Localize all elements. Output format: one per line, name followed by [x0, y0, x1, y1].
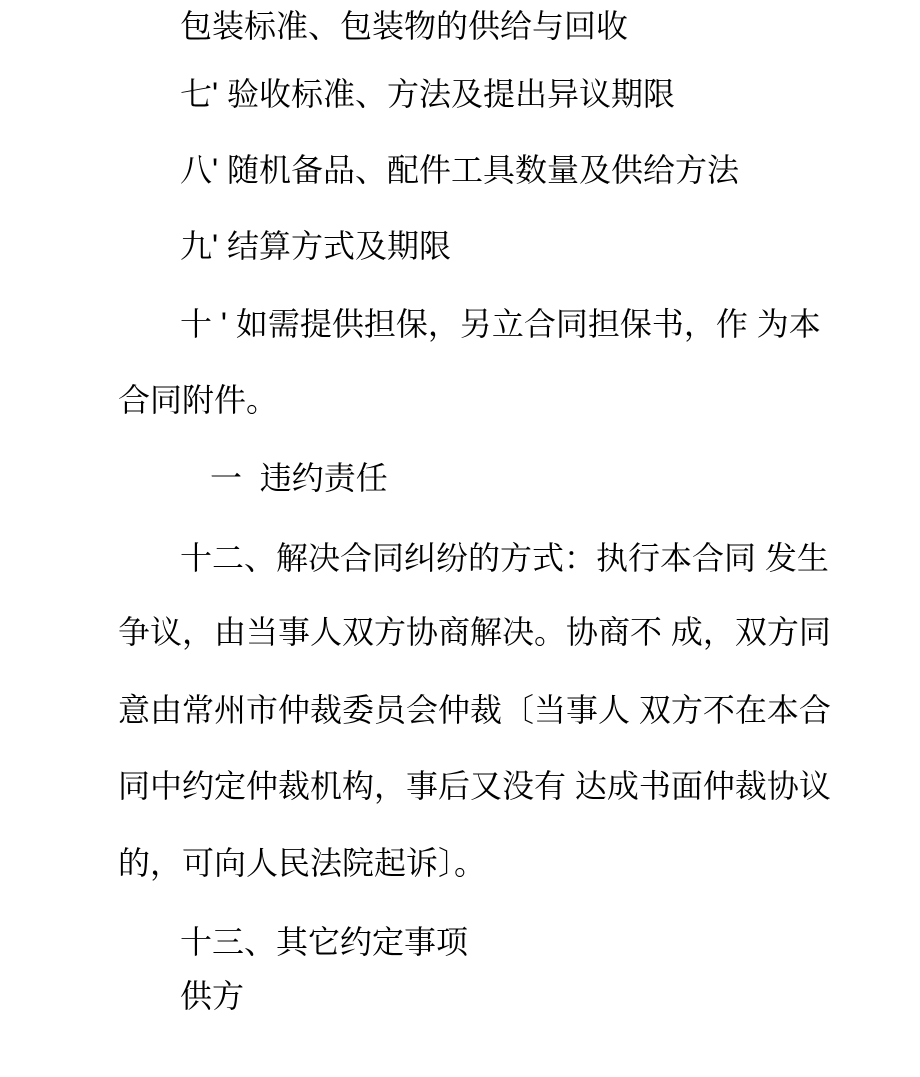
text-line-clause-9: 九' 结算方式及期限 — [180, 228, 452, 264]
text-line-clause-7: 七' 验收标准、方法及提出异议期限 — [180, 76, 676, 112]
text-line-clause-11: 一 违约责任 — [210, 460, 388, 496]
text-line-clause-12: 十二、解决合同纠纷的方式：执行本合同 发生 — [180, 540, 829, 576]
text-line-clause-10-cont: 合同附件。 — [118, 382, 279, 418]
text-line-clause-12-cont-4: 的，可向人民法院起诉〕。 — [118, 845, 487, 881]
text-line-clause-12-cont-3: 同中约定仲裁机构，事后又没有 达成书面仲裁协议 — [118, 768, 831, 804]
text-line-supplier-label: 供方 — [180, 978, 245, 1014]
text-line-clause-12-cont-1: 争议，由当事人双方协商解决。协商不 成，双方同 — [118, 614, 831, 650]
text-line-clause-8: 八' 随机备品、配件工具数量及供给方法 — [180, 152, 740, 188]
text-line-clause-10: 十 ' 如需提供担保，另立合同担保书，作 为本 — [180, 306, 821, 342]
text-line-clause-12-cont-2: 意由常州市仲裁委员会仲裁〔当事人 双方不在本合 — [118, 692, 831, 728]
text-line-packaging-standard: 包装标准、包装物的供给与回收 — [180, 8, 629, 44]
text-line-clause-13: 十三、其它约定事项 — [180, 924, 469, 960]
